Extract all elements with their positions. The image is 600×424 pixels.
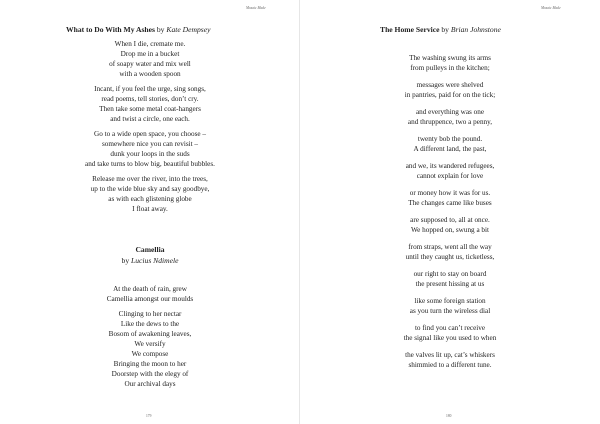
stanza (360, 269, 540, 289)
poem-line: from straps, went all the way (408, 243, 492, 251)
stanza (360, 161, 540, 181)
poem-line: We compose (131, 350, 169, 358)
poem-line: from pulleys in the kitchen; (410, 64, 490, 72)
poem-title-line (66, 25, 210, 34)
poem-line: The changes came like buses (408, 199, 492, 207)
poem-line: The washing swung its arms (409, 54, 491, 62)
poem-body (60, 284, 240, 394)
poem-author: Brian Johnstone (450, 25, 501, 34)
byline-by: by (441, 25, 449, 34)
poem-line: Incant, if you feel the urge, sing songs, (94, 85, 206, 93)
stanza (60, 84, 240, 124)
poem-line: cannot explain for love (416, 172, 484, 180)
page-number: 179 (146, 414, 152, 418)
poem-body (360, 53, 540, 377)
poem-line: Camellia amongst our moulds (106, 295, 194, 303)
poem-line: until they caught us, ticketless, (405, 253, 495, 261)
stanza (360, 296, 540, 316)
stanza (360, 107, 540, 127)
poem-line: or money how it was for us. (409, 189, 491, 197)
stanza (360, 80, 540, 100)
poem-line: Clinging to her nectar (118, 310, 182, 318)
poem-line: as you turn the wireless dial (409, 307, 491, 315)
poem-line: Bringing the moon to her (113, 360, 187, 368)
right-page (300, 0, 600, 424)
poem-line: the valves lit up, cat’s whiskers (405, 351, 495, 359)
poem-line: I float away. (132, 205, 168, 213)
byline-by: by (121, 256, 130, 265)
poem-line: We versify (134, 340, 166, 348)
poem-line: and twist a circle, one each. (110, 115, 190, 123)
poem-author: Kate Dempsey (166, 25, 211, 34)
stanza (60, 129, 240, 169)
poem-line: Drop me in a bucket (120, 50, 180, 58)
running-head: Mosaic Made (541, 6, 561, 10)
stanza (360, 350, 540, 370)
running-head: Mosaic Made (246, 6, 266, 10)
stanza (360, 323, 540, 343)
poem-line: with a wooden spoon (119, 70, 181, 78)
stanza (60, 284, 240, 304)
poem-line: and we, its wandered refugees, (405, 162, 495, 170)
poem-line: are supposed to, all at once. (410, 216, 490, 224)
poem-title: Camellia (135, 245, 165, 254)
poem-line: Our archival days (124, 380, 176, 388)
poem-body (60, 39, 240, 219)
stanza (360, 188, 540, 208)
byline-by: by (156, 25, 165, 34)
poem-line: our right to stay on board (413, 270, 487, 278)
poem-line: of soapy water and mix well (109, 60, 191, 68)
stanza (360, 242, 540, 262)
poem-line: somewhere nice you can revisit – (102, 140, 198, 148)
poem-line: the present hissing at us (415, 280, 485, 288)
poem-byline (60, 255, 240, 266)
poem-title: What to Do With My Ashes (66, 25, 155, 34)
poem-line: Bosom of awakening leaves, (108, 330, 192, 338)
stanza (360, 215, 540, 235)
poem-line: and take turns to blow big, beautiful bubbles. (85, 160, 215, 168)
stanza (360, 53, 540, 73)
poem-line: When I die, cremate me. (114, 40, 186, 48)
poem-line: as with each glistening globe (108, 195, 192, 203)
poem-line: messages were shelved (416, 81, 484, 89)
poem-line: Doorstep with the elegy of (111, 370, 189, 378)
poem-title-line (380, 25, 501, 34)
poem-line: Release me over the river, into the trees, (92, 175, 208, 183)
poem-line: Go to a wide open space, you choose – (94, 130, 206, 138)
poem-heading (60, 244, 240, 266)
poem-line: Like the dews to the (120, 320, 180, 328)
poem-line: and everything was one (415, 108, 485, 116)
poem-line: A different land, the past, (413, 145, 487, 153)
poem-line: and thruppence, two a penny, (407, 118, 493, 126)
poem-line: in pantries, paid for on the tick; (404, 91, 496, 99)
poem-line: Then take some metal coat-hangers (99, 105, 201, 113)
poem-line: read poems, tell stories, don’t cry. (101, 95, 199, 103)
stanza (360, 134, 540, 154)
poem-title: The Home Service (380, 25, 440, 34)
poem-author: Lucius Ndimele (131, 256, 179, 265)
poem-line: like some foreign station (414, 297, 486, 305)
stanza (60, 309, 240, 389)
poem-line: up to the wide blue sky and say goodbye, (90, 185, 210, 193)
poem-line: We hopped on, swung a bit (410, 226, 490, 234)
stanza (60, 39, 240, 79)
poem-line: dunk your loops in the suds (110, 150, 190, 158)
poem-line: At the death of rain, grew (113, 285, 187, 293)
poem-line: shimmied to a different tune. (408, 361, 492, 369)
poem-line: twenty bob the pound. (417, 135, 483, 143)
poem-line: to find you can’t receive (414, 324, 486, 332)
poem-line: the signal like you used to when (403, 334, 497, 342)
stanza (60, 174, 240, 214)
page-number: 180 (446, 414, 452, 418)
